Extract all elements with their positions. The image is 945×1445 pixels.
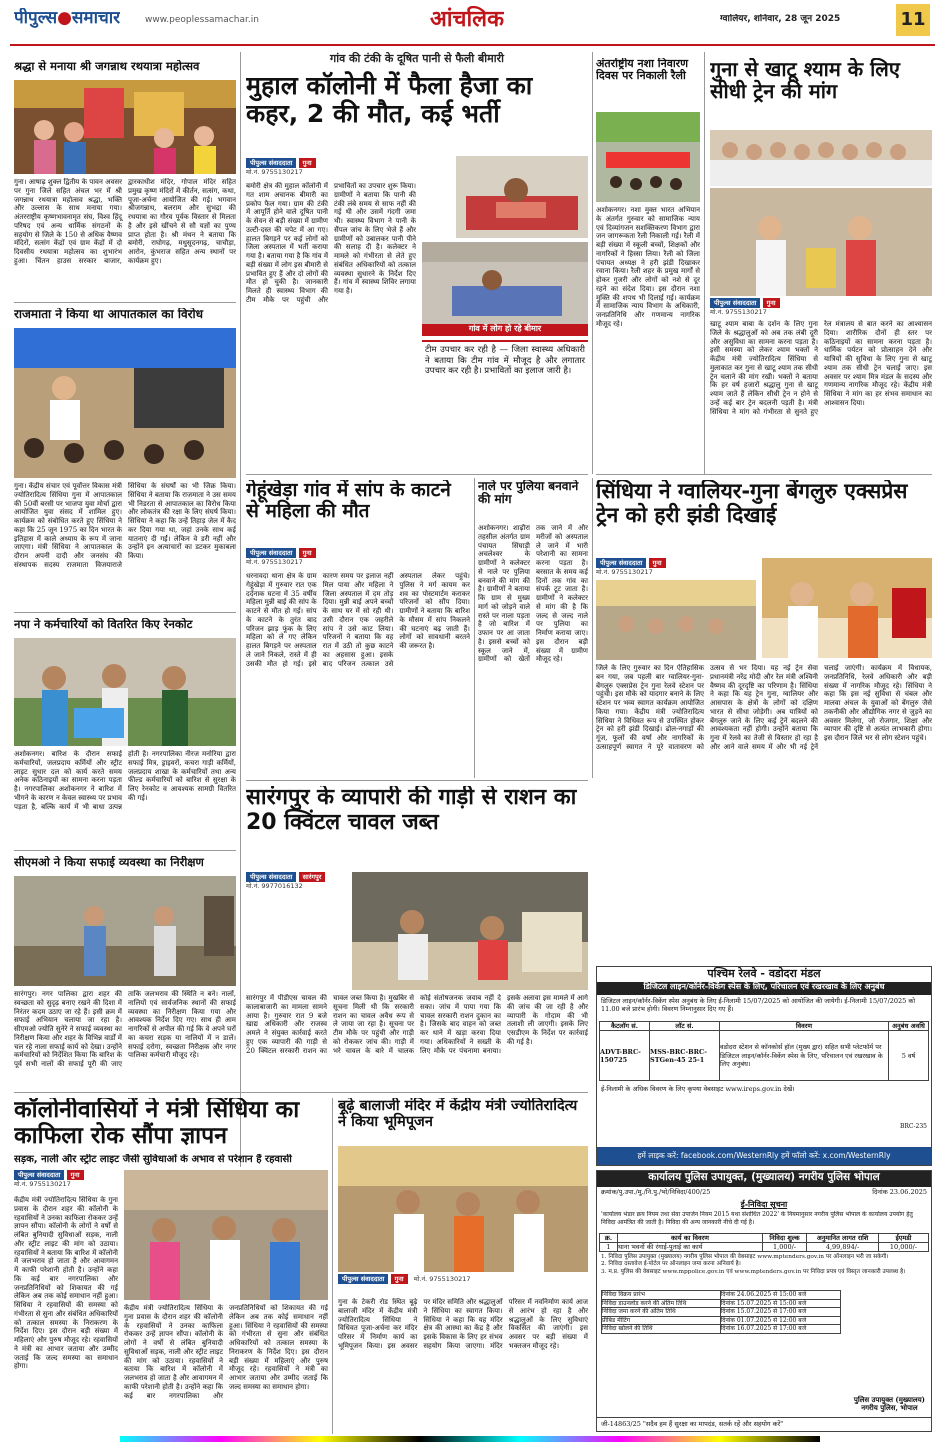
temple-mobile: मो.नं. 9755130217 <box>413 1275 471 1283</box>
rajmata-photo <box>14 328 236 478</box>
railway-ad-code: BRC-235 <box>900 1123 927 1130</box>
masthead <box>0 0 945 46</box>
railway-ad-footer[interactable]: ई-निलामी के अधिक विवरण के लिए कृपया वेबसाइट www.ireps.gov.in देखें। <box>601 1085 795 1094</box>
express-article <box>596 480 932 966</box>
police-point: 2. निविदा दस्तावेज ई-पोर्टल पर ऑनलाइन जमा करना अनिवार्य है। <box>601 1261 741 1268</box>
express-mobile: मो.नं. 9755130217 <box>596 568 653 577</box>
snake-body: धरनावदा थाना क्षेत्र के ग्राम गेहूंखेड़ा में गुरुवार रात एक दर्दनाक घटना में 35 वर्षीय महिला मुन्नी बाई की सांप के काटने से मौत हो गई। सांप के काटने के तुरंत बाद परिजन झाड़ फूंक के लिए महिला को ले गए लेकिन हालत बिगड़ने पर अस्पताल ले जाने निकले, रास्ते में ही उसकी मौत हो गई। इसे कारण समय पर इलाज नहीं मिल पाया और महिला ने जिला अस्पताल में दम तोड़ दिया। मुन्नी बाई अपने बच्चों के साथ घर में सो रही थी। उसी दौरान एक जहरीले सांप ने उसे काट लिया। परिजनों ने बताया कि वह रात में उठी तो कुछ काटने का अहसास हुआ। इसके बाद परिजन तत्काल उसे अस्पताल लेकर पहुंचे। पुलिस ने मर्ग कायम कर शव का पोस्टमार्टम कराकर परिजनों को सौंप दिया। ग्रामीणों ने बताया कि बारिश के मौसम में सांप निकलने की घटनाएं बढ़ जाती हैं। लोगों को सावधानी बरतने की जरूरत है। <box>246 572 470 668</box>
police-schedule <box>601 1290 841 1334</box>
police-tender-ad <box>596 1170 932 1432</box>
police-point: 3. म.प्र. पुलिस की वेबसाइट www.mppolice.gov.in एवं www.mptenders.gov.in पर निविदा प्रपत्र एवं विस्तृत जानकारी उपलब्ध है। <box>601 1268 906 1275</box>
column-rule <box>332 1098 333 1434</box>
raincoat-body: अशोकनगर। बारिश के दौरान सफाई कर्मचारियों, जलप्रदाय कर्मियों और स्ट्रीट लाइट सुधार दल को कार्य करते समय अनेक कठिनाइयों का सामना करना पड़ता है। नगरपालिका अशोकनगर ने बारिश में भीगने के कारण न केवल स्वास्थ्य पर प्रभाव पड़ता है, बल्कि कार्य में भी बाधा उत्पन्न होती है। नगरपालिका नीरज मनोरिया द्वारा सफाई मित्र, ड्राइवरों, कचरा गाड़ी कर्मियों, जलप्रदाय शाखा के कर्मचारियों तथा अन्य फील्ड कर्मचारियों को बारिश से सुरक्षा के लिए रेनकोट व आवश्यक सामग्री वितरित की गई। <box>14 750 236 811</box>
railway-ad-title: पश्चिम रेलवे - वडोदरा मंडल <box>707 967 821 980</box>
brand-dot: ● <box>57 8 72 28</box>
sarangpur-body: सारंगपुर में पीडीएस चावल की कालाबाजारी का मामला सामने आया है। गुरुवार रात 9 बजे खाद्य अधिकारी और राजस्व अमले ने संयुक्त कार्रवाई करते हुए एक व्यापारी की गाड़ी से 20 क्विंटल सरकारी राशन का चावल जब्त किया है। मुखबिर से सूचना मिली थी कि सरकारी राशन का चावल अवैध रूप से ले जाया जा रहा है। सूचना पर टीम मौके पर पहुंची और गाड़ी को रोककर जांच की। गाड़ी में भरे चावल के बारे में चालक कोई संतोषजनक जवाब नहीं दे सका। जांच में पाया गया कि चावल सरकारी राशन दुकान का है। जिसके बाद वाहन को जब्त कर थाने में खड़ा करवा दिया गया। अधिकारियों ने सख्ती के लिए मौके पर पंचनामा बनाया। इसके अलावा इस मामले में आगे की जांच की जा रही है और व्यापारी के गोदाम की भी तलाशी ली जाएगी। इसके लिए एसडीएम के निर्देश पर कार्रवाई की गई है। <box>246 994 588 1055</box>
jagannath-body: गुना। आषाढ़ शुक्ल द्वितीय के पावन अवसर पर गुना जिले सहित अंचल भर में श्री जगन्नाथ रथयात्रा महोत्सव श्रद्धा, भक्ति और उल्लास के साथ मनाया गया। अंतरराष्ट्रीय कृष्णभावनामृत संघ, विश्व हिंदू परिषद एवं अन्य धार्मिक संगठनों के सहयोग से जिले के 150 से अधिक वैष्णव मंदिरों, सत्संग केंद्रों एवं ग्राम केंद्रों में दो दिवसीय रथयात्रा महोत्सव का शुभारंभ हुआ। चिंतन हाउस सरकार बाजार, द्वारकाधीश मंदिर, गोपाल मंदिर सहित प्रमुख कृष्ण मंदिरों में कीर्तन, सत्संग, कथा, पूजा-अर्चना आयोजित की गई। भगवान श्रीजगन्नाथ, बलराम और सुभद्रा की रथयात्रा का गौरव पूर्वक विस्तार से मिलता है और इसे खींचने से सौ यज्ञों का पुण्य प्राप्त होता है। श्री मंथन ने बताया कि बमोरी, राघोगढ़, मधुसूदनगढ़, चाचौड़ा, आरोन, कुंभराज सहित अन्य स्थानों पर कार्यक्रम हुए। <box>14 178 236 265</box>
khatu-photo-1 <box>710 130 932 186</box>
column-rule <box>474 478 475 778</box>
police-col: अनुमानित लागत राशि <box>807 1234 879 1243</box>
police-ad-ref: क्रमांक/पु.उपा./मु./नि.पु./भो/निविदा/400/25 <box>601 1188 711 1196</box>
police-cell: 10,000/- <box>879 1243 929 1252</box>
column-rule <box>240 52 241 1167</box>
police-cell: 1 <box>600 1243 618 1252</box>
railway-col: अनुबंध अवधि <box>889 1022 929 1031</box>
railway-ad <box>596 966 932 1166</box>
sched-value: दिनांक 01.07.2025 से 12:00 बजे <box>720 1316 840 1325</box>
police-cell: थाना भवनों की रंगाई-पुताई का कार्य <box>618 1243 763 1252</box>
cmo-body: सारंगपुर। नगर पालिका द्वारा शहर की स्वच्छता को सुदृढ़ बनाए रखने की दिशा में निरंतर कदम उठाए जा रहे हैं। इसी क्रम में सफाई अभियान चलाया जा रहा है। सीएमओ ज्योति सुनेरे ने सफाई व्यवस्था का निरीक्षण किया और शहर के विभिन्न वार्डों में चल रहे नाला सफाई कार्य को देखा। उन्होंने कर्मचारियों को निर्देशित किया कि बारिश के पूर्व सभी नालों की सफाई पूरी की जाए ताकि जलभराव की स्थिति न बने। नालों, नालियों एवं सार्वजनिक स्थानों की सफाई व्यवस्था का निरीक्षण किया गया और आवश्यक निर्देश दिए गए। साथ ही आम नागरिकों से अपील की गई कि वे अपने घरों का कचरा सड़क या नालियों में न डालें। सफाई दरोगा, स्वच्छता निरीक्षक और नगर पालिका कर्मचारी मौजूद रहे। <box>14 990 236 1068</box>
column-rule <box>704 52 705 474</box>
khatu-place: गुना <box>763 298 780 308</box>
railway-cell: MSS-BRC-BRC-STGen-45 25-1 <box>650 1031 720 1081</box>
cholera-place: गुना <box>299 158 316 168</box>
cholera-mobile: मो.नं. 9755130217 <box>246 168 303 177</box>
snake-article <box>246 480 470 776</box>
temple-photo <box>338 1146 588 1272</box>
print-color-bar <box>120 1436 820 1442</box>
police-col: निविदा शुल्क <box>763 1234 807 1243</box>
railway-col: विवरण <box>720 1022 889 1031</box>
divider <box>246 780 588 781</box>
express-place: गुना <box>649 558 666 568</box>
snake-mobile: मो.नं. 9755130217 <box>246 558 303 567</box>
cholera-sidebox: टीम उपचार कर रही है — जिला स्वास्थ्य अधिकारी ने बताया कि टीम गांव में मौजूद है और लगातार उपचार कर रही है। प्रभावितों का इलाज जारी है। <box>422 340 588 468</box>
cholera-body: बमोरी क्षेत्र की मुहाल कॉलोनी में गत शाम अचानक बीमारी का प्रकोप फैल गया। ग्राम की टंकी में आपूर्ति होने वाले दूषित पानी के सेवन से बड़ी संख्या में ग्रामीण उल्टी-दस्त की चपेट में आ गए। हालत बिगड़ने पर कई लोगों को जिला अस्पताल में भर्ती कराया गया है। बताया गया है कि गांव में बड़ी संख्या में लोग इस बीमारी से प्रभावित हुए हैं और दो लोगों की मौत हो चुकी है। जानकारी मिलते ही स्वास्थ्य विभाग की टीम मौके पर पहुंची और प्रभावितों का उपचार शुरू किया। ग्रामीणों ने बताया कि पानी की टंकी लंबे समय से साफ नहीं की गई थी और उसमें गंदगी जमा थी। स्वास्थ्य विभाग ने पानी के सैंपल जांच के लिए भेजे हैं और ग्रामीणों को उबालकर पानी पीने की सलाह दी है। कलेक्टर ने मामले को गंभीरता से लेते हुए संबंधित अधिकारियों को तत्काल व्यवस्था सुधारने के निर्देश दिए हैं। गांव में स्वास्थ्य शिविर लगाया गया है। <box>246 182 416 304</box>
sched-label: निविदा जमा करने की अंतिम तिथि <box>602 1308 721 1317</box>
police-ad-notice: ई-निविदा सूचना <box>740 1199 788 1209</box>
colony-headline: कॉलोनीवासियों ने मंत्री सिंधिया का काफिला रोक सौंपा ज्ञापन <box>14 1098 300 1149</box>
colony-mobile: मो.नं. 9755130217 <box>14 1180 71 1189</box>
drug-rally-headline: अंतर्राष्ट्रीय नशा निवारण दिवस पर निकाली रैली <box>596 58 689 83</box>
jagannath-article <box>14 60 236 300</box>
sarangpur-article <box>246 786 588 1088</box>
temple-body: गुना के टेकरी रोड स्थित बूढ़े बालाजी मंदिर में केंद्रीय मंत्री ज्योतिरादित्य सिंधिया ने विधिवत पूजा-अर्चना कर मंदिर परिसर में निर्माण कार्य का भूमिपूजन किया। इस अवसर पर मंदिर समिति और श्रद्धालुओं ने सिंधिया का स्वागत किया। सिंधिया ने कहा कि यह मंदिर क्षेत्र की आस्था का केंद्र है और इसके विकास के लिए हर संभव सहयोग किया जाएगा। मंदिर परिसर में नवनिर्माण कार्य आज से आरंभ हो रहा है और श्रद्धालुओं के लिए सुविधाएं विकसित की जाएंगी। इस अवसर पर बड़ी संख्या में भक्तजन मौजूद रहे। <box>338 1298 588 1350</box>
jagannath-headline: श्रद्धा से मनाया श्री जगन्नाथ रथयात्रा महोत्सव <box>14 60 200 73</box>
khatu-byline: पीपुल्स संवाददाता <box>710 298 760 308</box>
temple-headline: बूढ़े बालाजी मंदिर में केंद्रीय मंत्री ज्योतिरादित्य ने किया भूमिपूजन <box>338 1098 578 1131</box>
railway-cell: 5 वर्ष <box>889 1031 929 1081</box>
railway-ad-table <box>599 1021 929 1081</box>
rajmata-headline: राजमाता ने किया था आपातकाल का विरोध <box>14 308 204 321</box>
cholera-photo-1 <box>456 156 588 238</box>
sched-label: प्रीबिड मीटिंग <box>602 1316 721 1325</box>
police-cell: 1,000/- <box>763 1243 807 1252</box>
express-headline: सिंधिया ने ग्वालियर-गुना बेंगलुरु एक्सप्रेस ट्रेन को हरी झंडी दिखाई <box>596 480 908 527</box>
brand-name-2: समाचार <box>71 8 121 28</box>
snake-place: गुना <box>299 548 316 558</box>
railway-col: लॉट सं. <box>650 1022 720 1031</box>
drug-rally-article <box>596 58 700 470</box>
colony-photo <box>124 1170 328 1300</box>
railway-ad-social[interactable]: हमें लाइक करें: facebook.com/WesternRly हमें फॉलो करें: x.com/WesternRly <box>597 1147 931 1165</box>
police-ad-table <box>599 1233 929 1252</box>
drug-rally-photo <box>596 112 700 202</box>
cmo-photo <box>14 876 236 986</box>
raincoat-article <box>14 618 236 848</box>
cholera-headline: मुहाल कॉलोनी में फैला हैजा का कहर, 2 की मौत, कई भर्ती <box>246 71 533 128</box>
site-url[interactable]: www.peoplessamachar.in <box>145 15 259 25</box>
header-rule <box>10 44 935 46</box>
divider <box>14 850 236 851</box>
cholera-photo-2 <box>422 242 588 324</box>
culvert-article <box>478 480 588 776</box>
express-body: जिले के लिए गुरुवार का दिन ऐतिहासिक बन गया, जब पहली बार ग्वालियर-गुना-बेंगलुरु एक्सप्रेस ट्रेन गुना रेलवे स्टेशन पर पहुंची। इस मौके को यादगार बनाने के लिए स्टेशन पर भव्य स्वागत कार्यक्रम आयोजित किया गया। केंद्रीय मंत्री ज्योतिरादित्य सिंधिया ने विधिवत रूप से उपस्थित होकर ट्रेन को हरी झंडी दिखाई। ढोल-नगाड़ों की गूंज, फूलों की वर्षा और नागरिकों के उत्साहपूर्ण स्वागत ने पूरे वातावरण को उत्सव से भर दिया। यह नई ट्रेन सेवा प्रधानमंत्री नरेंद्र मोदी और रेल मंत्री अश्विनी वैष्णव की दूरदृष्टि का परिणाम है। सिंधिया ने कहा कि यह ट्रेन गुना, ग्वालियर और आसपास के क्षेत्रों के लोगों को दक्षिण भारत से सीधा जोड़ेगी। अब यात्रियों को बेंगलुरु जाने के लिए कई ट्रेनें बदलने की आवश्यकता नहीं होगी। उन्होंने बताया कि गुना में रेलवे का तेजी से विस्तार हो रहा है और आने वाले समय में और भी नई ट्रेनें चलाई जाएंगी। कार्यक्रम में विधायक, जनप्रतिनिधि, रेलवे अधिकारी और बड़ी संख्या में नागरिक मौजूद रहे। सिंधिया ने कहा कि इस नई सुविधा से चंबल और मालवा अंचल के युवाओं को बेंगलुरु जैसे तकनीकी और औद्योगिक नगर से जुड़ने का अवसर मिलेगा, जो रोजगार, शिक्षा और व्यापार की दृष्टि से अत्यंत लाभकारी होगा। इस दौरान जिले भर से लोग स्टेशन पहुंचे। <box>596 664 932 751</box>
raincoat-headline: नपा ने कर्मचारियों को वितरित किए रेनकोट <box>14 618 193 631</box>
rajmata-article <box>14 308 236 610</box>
temple-place: गुना <box>391 1274 408 1284</box>
drug-rally-body: अशोकनगर। नशा मुक्त भारत अभियान के अंतर्गत गुरुवार को सामाजिक न्याय एवं दिव्यांगजन सशक्तिकरण विभाग द्वारा जन जागरूकता रैली निकाली गई। रैली में बड़ी संख्या में स्कूली बच्चों, शिक्षकों और नागरिकों ने हिस्सा लिया। रैली को जिला पंचायत अध्यक्ष ने हरी झंडी दिखाकर रवाना किया। रैली शहर के प्रमुख मार्गों से होकर गुजरी और लोगों को नशे से दूर रहने का संदेश दिया। इस दौरान नशा मुक्ति की शपथ भी दिलाई गई। कार्यक्रम में सामाजिक न्याय विभाग के अधिकारी, जनप्रतिनिधि और गणमान्य नागरिक मौजूद रहे। <box>596 206 700 328</box>
sched-value: दिनांक 15.07.2025 से 17:00 बजे <box>720 1308 840 1317</box>
railway-cell: ADVT-BRC-150725 <box>600 1031 650 1081</box>
colony-body-cont: केंद्रीय मंत्री ज्योतिरादित्य सिंधिया के गुना प्रवास के दौरान शहर की कॉलोनी के रहवासियों ने उनका काफिला रोककर उन्हें ज्ञापन सौंपा। कॉलोनी के लोगों ने वर्षों से लंबित बुनियादी सुविधाओं सड़क, नाली और स्ट्रीट लाइट की मांग को उठाया। रहवासियों ने बताया कि बारिश में कॉलोनी में जलभराव हो जाता है और आवागमन में काफी परेशानी होती है। उन्होंने कहा कि कई बार नगरपालिका और जनप्रतिनिधियों को शिकायत की गई लेकिन अब तक कोई समाधान नहीं हुआ। सिंधिया ने रहवासियों की समस्या को गंभीरता से सुना और संबंधित अधिकारियों को तत्काल समस्या के निराकरण के निर्देश दिए। इस दौरान बड़ी संख्या में महिलाएं और पुरुष मौजूद रहे। रहवासियों ने मंत्री का आभार जताया और उम्मीद जताई कि जल्द समस्या का समाधान होगा। <box>124 1304 328 1400</box>
snake-headline: गेहूंखेड़ा गांव में सांप के काटने से महिला की मौत <box>246 480 451 523</box>
police-ad-intro: 'कार्यालय भंडार क्रय नियम तथा सेवा उपार्जन नियम 2015 यथा संशोधित 2022' के नियमानुसार नगरीय पुलिस भोपाल के कार्यालय उपयोग हेतु निविदा आमंत्रित की जाती है। निविदा की अन्य जानकारी नीचे दी गई है। <box>601 1211 913 1226</box>
divider <box>14 612 236 613</box>
police-col: क्र. <box>600 1234 618 1243</box>
cholera-article <box>246 52 588 472</box>
divider <box>14 1092 588 1093</box>
cmo-headline: सीएमओ ने किया सफाई व्यवस्था का निरीक्षण <box>14 856 204 869</box>
sched-value: दिनांक 24.06.2025 से 15:00 बजे <box>720 1291 840 1300</box>
sched-label: निविदा खोलने की तिथि <box>602 1325 721 1334</box>
snake-byline: पीपुल्स संवाददाता <box>246 548 296 558</box>
railway-ad-subtitle: डिजिटल लाइन/कॉर्नर-विकेंग स्पेस के लिए, परिचालन एवं रखरखाव के लिए अनुबंध <box>597 982 931 995</box>
police-cell: 4,99,894/- <box>807 1243 879 1252</box>
police-point: 1. निविदा पुलिस उपायुक्त (मुख्यालय) नगरीय पुलिस भोपाल की वेबसाइट www.mptenders.gov.in पर ऑनलाइन भरी जा सकेगी। <box>601 1254 889 1261</box>
page-number: 11 <box>896 4 930 36</box>
police-ad-date: दिनांक 23.06.2025 <box>872 1188 927 1196</box>
khatu-photo-2 <box>710 188 932 296</box>
railway-ad-intro: डिजिटल लाइन/कॉर्नर-विकेंग स्पेस अनुबंध के लिए ई-निलामी 15/07/2025 को आयोजित की जायेगी। ई-निलामी 15/07/2025 को 11.00 बजे प्रारंभ होगी। विवरण निम्नानुसार दिए गए हैं। <box>601 997 916 1014</box>
rajmata-body: गुना। केंद्रीय संचार एवं पूर्वोत्तर विकास मंत्री ज्योतिरादित्य सिंधिया गुना में आपातकाल की 50वीं बरसी पर भाजपा युवा मोर्चा द्वारा आयोजित युवा संसद में शामिल हुए। कार्यक्रम को संबोधित करते हुए सिंधिया ने कहा कि 25 जून 1975 का दिन भारत के इतिहास में काले अध्याय के रूप में जाना जाएगा। मंत्री सिंधिया ने आपातकाल के दौरान अपनी दादी और जनसंघ की संस्थापक सदस्य राजमाता विजयाराजे सिंधिया के संघर्षों का भी जिक्र किया। सिंधिया ने बताया कि राजमाता ने उस समय भी निडरता से आपातकाल का विरोध किया और लोकतंत्र की रक्षा के लिए संघर्ष किया। सिंधिया ने कहा कि उन्हें तिहाड़ जेल में कैद कर दिया गया था, जहां उनके साथ कई यातनाएं दी गईं। लेकिन वे डरी नहीं और उन्होंने इन अत्याचारों का डटकर मुकाबला किया। <box>14 482 236 569</box>
police-ad-title: कार्यालय पुलिस उपायुक्त, (मुख्यालय) नगरीय पुलिस भोपाल <box>597 1171 931 1187</box>
sarangpur-byline: पीपुल्स संवाददाता <box>246 872 296 882</box>
sarangpur-photo <box>352 872 588 990</box>
sarangpur-headline: सारंगपुर के व्यापारी की गाड़ी से राशन का 20 क्विंटल चावल जब्त <box>246 786 577 835</box>
colony-byline: पीपुल्स संवाददाता <box>14 1170 64 1180</box>
police-col: ईएमडी <box>879 1234 929 1243</box>
jagannath-photo <box>14 80 236 174</box>
railway-col: कैटलॉग सं. <box>600 1022 650 1031</box>
sched-value: दिनांक 16.07.2025 से 17:00 बजे <box>720 1325 840 1334</box>
police-ad-signatory-office: नगरीय पुलिस, भोपाल <box>861 1403 918 1413</box>
colony-article <box>14 1098 328 1434</box>
colony-subheadline: सड़क, नाली और स्ट्रीट लाइट जैसी सुविधाओं के अभाव से परेशान हैं रहवासी <box>14 1154 292 1165</box>
express-photo-2 <box>596 580 756 660</box>
sched-value: दिनांक 15.07.2025 से 15:00 बजे <box>720 1299 840 1308</box>
railway-cell: वडोदरा स्टेशन से कॉनकोर्स हॉल (मुख्य द्वार) सहित सभी प्लेटफॉर्म पर डिजिटल लाइन/कॉर्नर-विकेंग स्पेस के लिए, परिचालन एवं रखरखाव के लिए अनुबंध। <box>720 1031 889 1081</box>
brand-logo <box>14 8 120 30</box>
temple-byline: पीपुल्स संवाददाता <box>338 1274 388 1284</box>
khatu-headline: गुना से खाटू श्याम के लिए सीधी ट्रेन की मांग <box>710 58 900 104</box>
cholera-caption: गांव में लोग हो रहे बीमार <box>422 324 588 336</box>
police-ad-signatory: पुलिस उपायुक्त (मुख्यालय) <box>853 1394 925 1404</box>
express-photo-1 <box>762 558 932 658</box>
sarangpur-mobile: मो.नं. 9977016132 <box>246 882 303 891</box>
divider <box>14 302 236 303</box>
police-ad-footer: जी-14863/25 "सदैव हम हैं सुरक्षा का मापदंड, सतर्क रहें और सहयोग करें" <box>597 1417 931 1431</box>
police-col: कार्य का विवरण <box>618 1234 763 1243</box>
culvert-body: अशोकनगर। शाढ़ौरा तहसील अंतर्गत ग्राम पंचायत सिंघाड़ी अचलेश्वर के ग्रामीणों ने कलेक्टर से नाले पर पुलिया बनवाने की मांग की है। ग्रामीणों ने बताया कि ग्राम से मुख्य मार्ग को जोड़ने वाले रास्ते पर नाला पड़ता है जो बारिश में उफान पर आ जाता है। इससे बच्चों को स्कूल जाने में, ग्रामीणों को खेतों तक जाने में और मरीजों को अस्पताल ले जाने में भारी परेशानी का सामना करना पड़ता है। बरसात के समय कई दिनों तक गांव का संपर्क टूट जाता है। ग्रामीणों ने कलेक्टर से मांग की है कि जल्द से जल्द नाले पर पुलिया का निर्माण कराया जाए। इस दौरान बड़ी संख्या में ग्रामीण मौजूद रहे। <box>478 524 588 664</box>
khatu-mobile: मो.नं. 9755130217 <box>710 308 767 317</box>
khatu-article <box>710 58 932 470</box>
column-rule <box>592 478 593 778</box>
cholera-byline: पीपुल्स संवाददाता <box>246 158 296 168</box>
temple-article <box>338 1098 588 1434</box>
khatu-body: खाटू श्याम बाबा के दर्शन के लिए गुना जिले के श्रद्धालुओं को अब तक लंबी दूरी और असुविधा का सामना करना पड़ता है। इसी समस्या को लेकर श्याम भक्तों ने केंद्रीय मंत्री ज्योतिरादित्य सिंधिया से मुलाकात कर गुना से खाटू श्याम तक सीधी ट्रेन चलाने की मांग रखी। भक्तों ने बताया कि हर वर्ष हजारों श्रद्धालु गुना से खाटू श्याम जाते हैं लेकिन सीधी ट्रेन न होने से उन्हें कई बार ट्रेन बदलनी पड़ती है। मंत्री सिंधिया ने मांग को गंभीरता से सुनते हुए रेल मंत्रालय से बात करने का आश्वासन दिया। शारीरिक दौनों ही स्तर पर कठिनाइयों का सामना करना पड़ता है। धार्मिक पर्यटन को प्रोत्साहन देने और यात्रियों की सुविधा के लिए गुना से खाटू श्याम तक सीधी ट्रेन चलाई जाए। इस अवसर पर श्याम मित्र मंडल के सदस्य और गणमान्य नागरिक मौजूद रहे। केंद्रीय मंत्री सिंधिया ने मांग का हर संभव समाधान का आश्वासन दिया। <box>710 320 932 416</box>
cholera-kicker: गांव की टंकी के दूषित पानी से फैली बीमारी <box>330 52 504 65</box>
raincoat-photo <box>14 638 236 746</box>
colony-place: गुना <box>67 1170 84 1180</box>
brand-name: पीपुल्स <box>14 8 58 28</box>
express-byline: पीपुल्स संवाददाता <box>596 558 646 568</box>
colony-body: केंद्रीय मंत्री ज्योतिरादित्य सिंधिया के गुना प्रवास के दौरान शहर की कॉलोनी के रहवासियों ने उनका काफिला रोककर उन्हें ज्ञापन सौंपा। कॉलोनी के लोगों ने वर्षों से लंबित बुनियादी सुविधाओं सड़क, नाली और स्ट्रीट लाइट की मांग को उठाया। रहवासियों ने बताया कि बारिश में कॉलोनी में जलभराव हो जाता है और आवागमन में काफी परेशानी होती है। उन्होंने कहा कि कई बार नगरपालिका और जनप्रतिनिधियों को शिकायत की गई लेकिन अब तक कोई समाधान नहीं हुआ। सिंधिया ने रहवासियों की समस्या को गंभीरता से सुना और संबंधित अधिकारियों को तत्काल समस्या के निराकरण के निर्देश दिए। इस दौरान बड़ी संख्या में महिलाएं और पुरुष मौजूद रहे। रहवासियों ने मंत्री का आभार जताया और उम्मीद जताई कि जल्द समस्या का समाधान होगा। <box>14 1196 118 1371</box>
culvert-headline: नाले पर पुलिया बनवाने की मांग <box>478 480 579 507</box>
sarangpur-place: सारंगपुर <box>299 872 326 882</box>
divider <box>246 474 588 475</box>
sched-label: निविदा डाउनलोड करने की अंतिम तिथि <box>602 1299 721 1308</box>
sched-label: निविदा विक्रय प्रारंभ <box>602 1291 721 1300</box>
section-title: आंचलिक <box>430 7 504 32</box>
divider <box>596 474 932 475</box>
column-rule <box>592 52 593 474</box>
issue-date: ग्वालियर, शनिवार, 28 जून 2025 <box>720 14 841 24</box>
